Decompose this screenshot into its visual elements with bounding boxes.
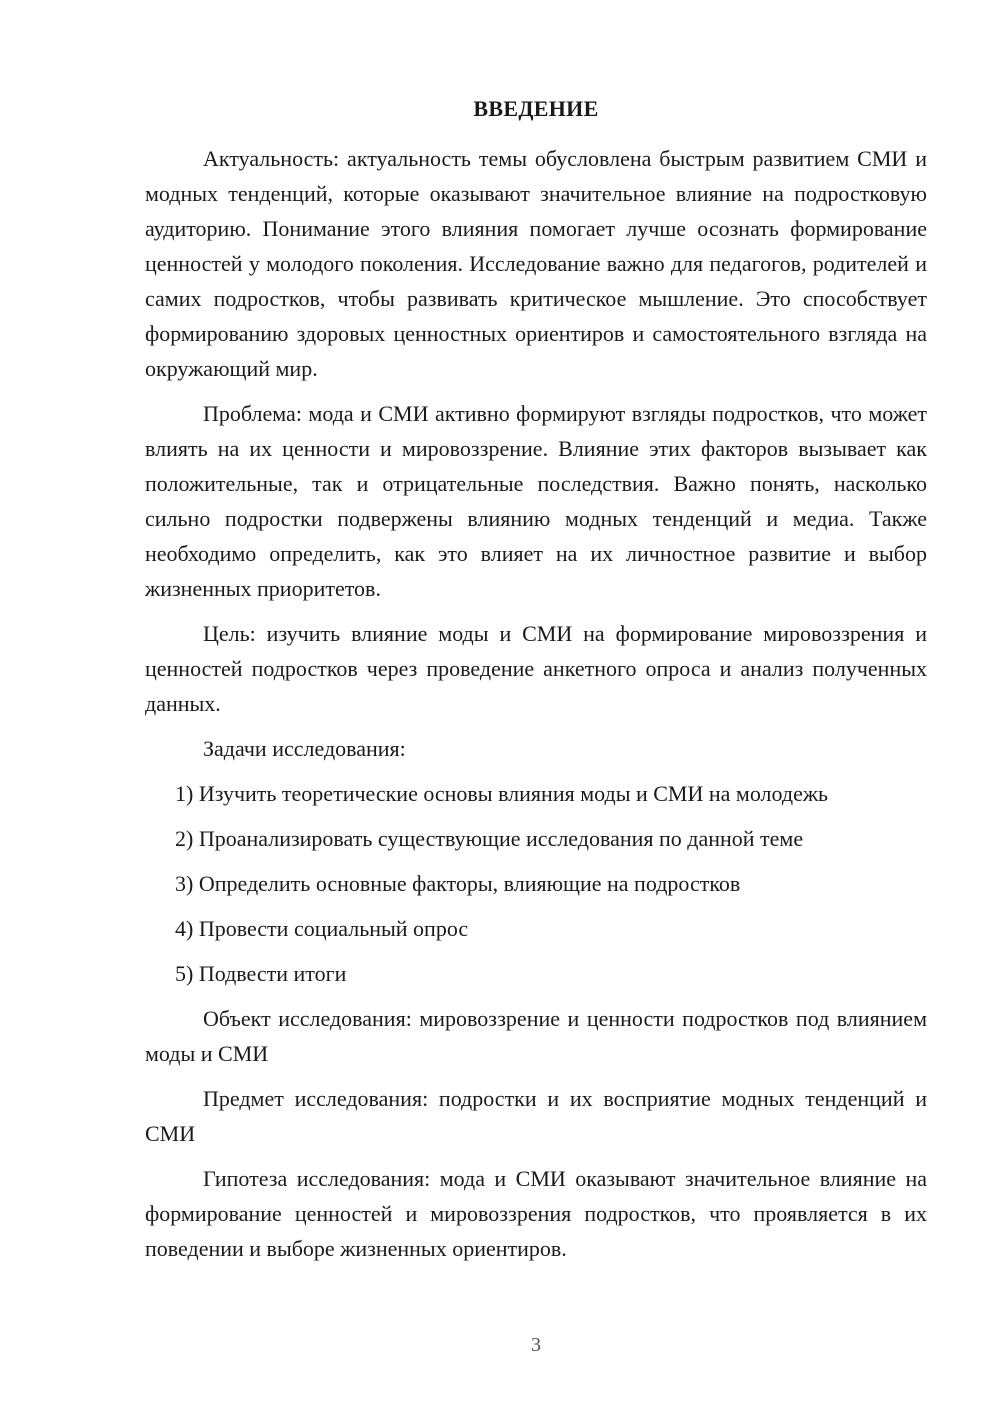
list-item-text: Подвести итоги bbox=[198, 961, 347, 986]
list-item-text: Изучить теоретические основы влияния моды и СМИ на молодежь bbox=[198, 781, 829, 806]
list-item-text: Определить основные факторы, влияющие на подростков bbox=[198, 871, 741, 896]
page-number: 3 bbox=[531, 1334, 541, 1356]
list-item-number: 5) bbox=[175, 961, 194, 986]
document-body bbox=[145, 141, 927, 1276]
tasks-heading: Задачи исследования: bbox=[203, 736, 406, 761]
list-item bbox=[145, 911, 927, 946]
tasks-list bbox=[145, 776, 927, 991]
list-item-number: 4) bbox=[175, 916, 194, 941]
problem-paragraph: Проблема: мода и СМИ активно формируют взгляды подростков, что может влиять на их ценности и мировоззрение. Влияние этих факторов вызывает как положительные, так и отрицательные последствия. Важно понять, насколько сильно подростки подвержены влиянию модных тенденций и медиа. Также необходимо определить, как это влияет на их личностное развитие и выбор жизненных приоритетов. bbox=[145, 401, 927, 601]
list-item-number: 3) bbox=[175, 871, 194, 896]
list-item bbox=[145, 821, 927, 856]
list-item bbox=[145, 956, 927, 991]
page-title: ВВЕДЕНИЕ bbox=[473, 96, 599, 121]
list-item-number: 1) bbox=[175, 781, 194, 806]
subject-paragraph: Предмет исследования: подростки и их восприятие модных тенденций и СМИ bbox=[145, 1086, 927, 1146]
list-item-text: Проанализировать существующие исследования по данной теме bbox=[198, 826, 804, 851]
goal-paragraph: Цель: изучить влияние моды и СМИ на формирование мировоззрения и ценностей подростков через проведение анкетного опроса и анализ полученных данных. bbox=[145, 621, 927, 716]
list-item bbox=[145, 776, 927, 811]
hypothesis-paragraph: Гипотеза исследования: мода и СМИ оказывают значительное влияние на формирование ценностей и мировоззрения подростков, что проявляется в их поведении и выборе жизненных ориентиров. bbox=[145, 1166, 927, 1261]
list-item bbox=[145, 866, 927, 901]
object-paragraph: Объект исследования: мировоззрение и ценности подростков под влиянием моды и СМИ bbox=[145, 1006, 927, 1066]
list-item-text: Провести социальный опрос bbox=[198, 916, 469, 941]
relevance-paragraph: Актуальность: актуальность темы обусловлена быстрым развитием СМИ и модных тенденций, которые оказывают значительное влияние на подростковую аудиторию. Понимание этого влияния помогает лучше осознать формирование ценностей у молодого поколения. Исследование важно для педагогов, родителей и самих подростков, чтобы развивать критическое мышление. Это способствует формированию здоровых ценностных ориентиров и самостоятельного взгляда на окружающий мир. bbox=[145, 146, 927, 381]
list-item-number: 2) bbox=[175, 826, 194, 851]
